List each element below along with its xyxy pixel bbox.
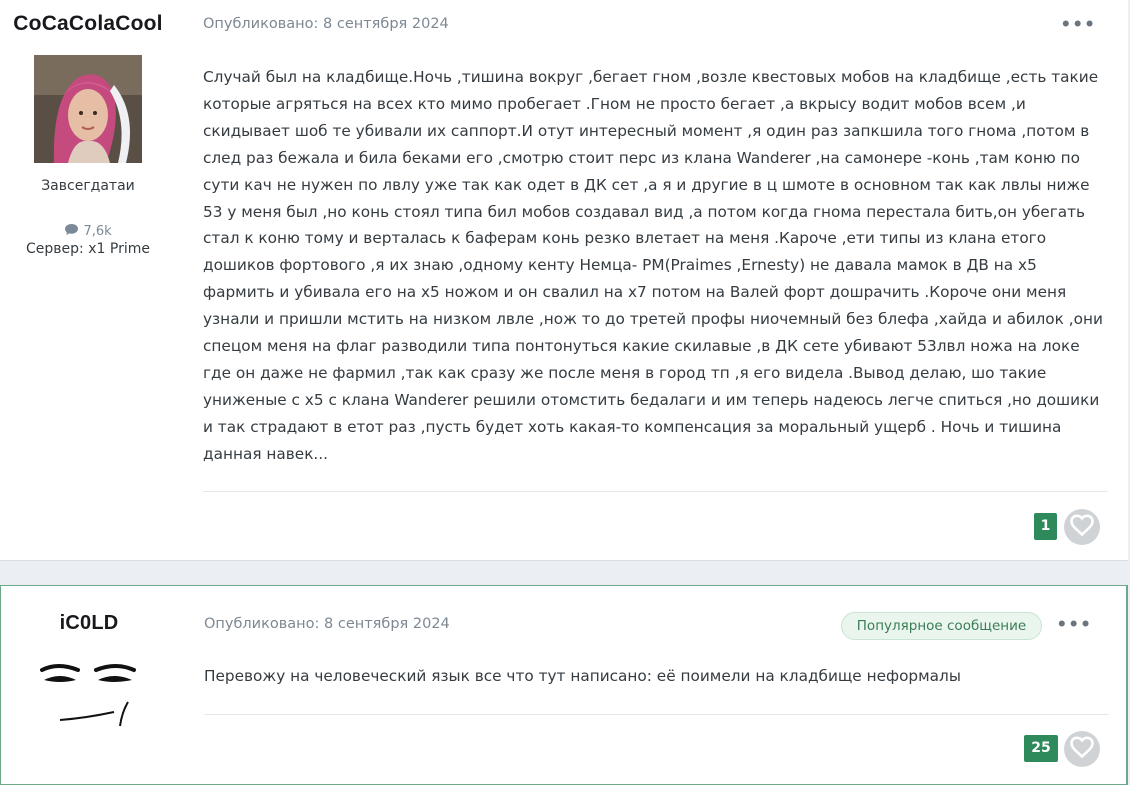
reaction-count[interactable]: 25 [1024, 735, 1058, 762]
like-button[interactable] [1064, 731, 1100, 767]
author-panel [1, 612, 177, 740]
author-name[interactable]: iC0LD [59, 612, 119, 634]
like-button[interactable] [1064, 509, 1100, 545]
comment-icon [64, 224, 83, 239]
server-field: Сервер: x1 Prime [26, 241, 150, 257]
post-body: Перевожу на человеческий язык все что тут написано: её поимели на кладбище неформалы [204, 667, 961, 685]
member-group: Завсегдатаи [41, 178, 135, 194]
author-name[interactable]: CoCaColaCool [13, 12, 163, 35]
heart-icon [1070, 514, 1094, 540]
post-date[interactable]: Опубликовано: 8 сентября 2024 [204, 616, 450, 632]
content-count-value: 7,6k [83, 224, 112, 239]
avatar[interactable] [34, 55, 142, 163]
heart-icon [1070, 736, 1094, 762]
post-card [0, 585, 1128, 785]
ellipsis-icon[interactable]: ••• [1056, 615, 1092, 635]
post-divider [204, 714, 1109, 715]
post-date[interactable]: Опубликовано: 8 сентября 2024 [203, 16, 449, 32]
reaction-count[interactable]: 1 [1034, 513, 1057, 540]
post-body: Случай был на кладбище.Ночь ,тишина вокруг ,бегает гном ,возле квестовых мобов на кладбище ,есть такие которые агряться на всех кто мимо пробегает .Гном не просто бегает ,а вкрысу водит мобов всем ,и скидывает шоб те убивали их саппорт.И отут интересный момент ,я один раз запкшила того гнома ,потом в след раз бежала и била беками его ,смотрю стоит перс из клана Wanderer ,на самонере -конь ,там коню по сути кач не нужен по лвлу уже так как одет в ДК сет ,а я и другие в ц шмоте в основном так как лвлы ниже 53 у меня был ,но конь стоял типа бил мобов создавал вид ,а потом когда гнома перестала бить,он убегать стал к коню тому и верталась к баферам конь резко влетает на меня .Кароче ,ети типы из клана етого дошиков фортового ,я их знаю ,одному кенту Немца- PM(Praimes ,Ernesty) не давала мамок в ДВ на x5 фармить и убивала его на x5 ножом и он свалил на x7 потом на Валей форт дошрачить .Короче они меня узнали и пришли мстить на низком лвле ,нож то до третей профы ниочемный без блефа ,хайда и абилок ,они спецом меня на флаг разводили типа понтонуться какие скилавые ,в ДК сете убивают 53лвл ножа на локе где он даже не фармил ,так как сразу же после меня в город тп ,я его видела .Вывод делаю, шо такие униженые с x5 с клана Wanderer решили отомстить бедалаги и им теперь надеюсь легче спиться ,но дошики и так страдают в етот раз ,пусть будет хоть какая-то компенсация за моральный ущерб . Ночь и тишина данная навек... [203, 68, 1103, 463]
ellipsis-icon[interactable]: ••• [1060, 15, 1096, 35]
popular-badge: Популярное сообщение [841, 612, 1042, 640]
post-divider [203, 491, 1108, 492]
author-panel [0, 12, 176, 257]
avatar[interactable] [34, 650, 144, 740]
content-count[interactable] [0, 223, 176, 239]
